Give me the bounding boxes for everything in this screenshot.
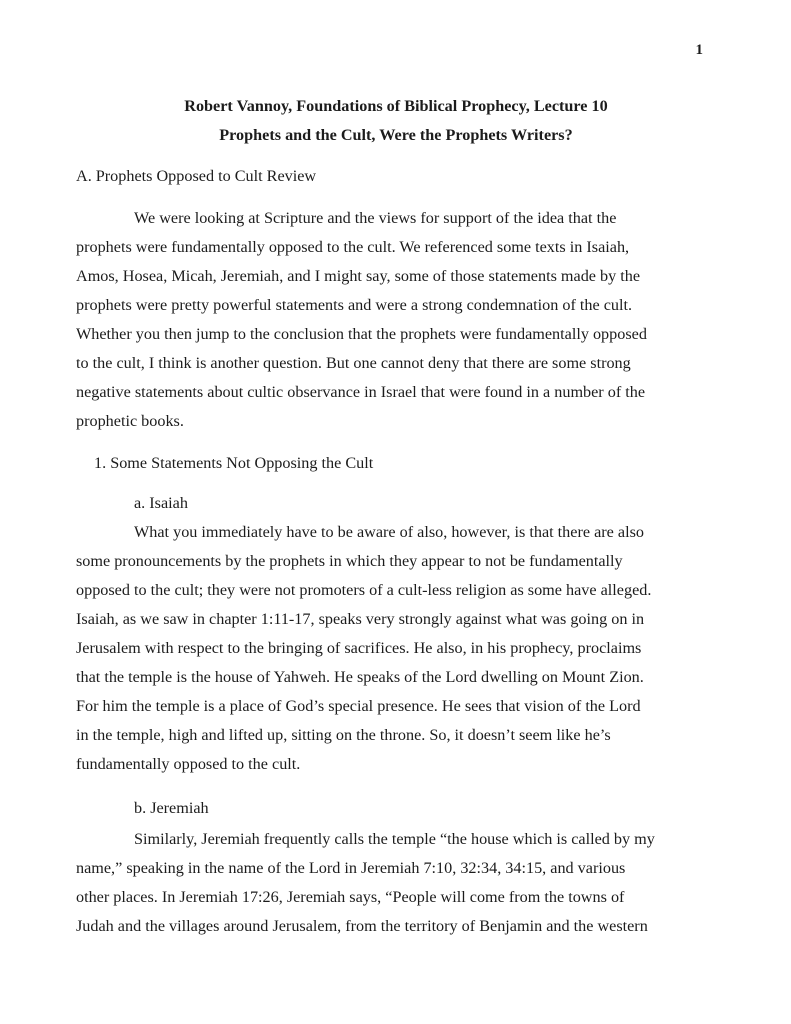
document-title-line-2: Prophets and the Cult, Were the Prophets Writers? bbox=[219, 126, 573, 144]
document-title-line-1: Robert Vannoy, Foundations of Biblical Prophecy, Lecture 10 bbox=[184, 97, 608, 115]
subsection-1b-heading: b. Jeremiah bbox=[134, 799, 209, 817]
paragraph-2: What you immediately have to be aware of also, however, is that there are also some pronouncements by the prophets in which they appear to not be fundamentally opposed to the cult; they were not promoters of a cult-less religion as some have alleged. Isaiah, as we saw in chapter 1:11-17, speaks very strongly against what was going on in Jerusalem with respect to the bringing of sacrifices. He also, in his prophecy, proclaims that the temple is the house of Yahweh. He speaks of the Lord dwelling on Mount Zion. For him the temple is a place of God’s special presence. He sees that vision of the Lord in the temple, high and lifted up, sitting on the throne. So, it doesn’t seem like he’s fundamentally opposed to the cult. bbox=[76, 523, 652, 773]
paragraph-3: Similarly, Jeremiah frequently calls the temple “the house which is called by my name,” speaking in the name of the Lord in Jeremiah 7:10, 32:34, 34:15, and various other places. In Jeremiah 17:26, Jeremiah says, “People will come from the towns of Judah and the villages around Jerusalem, from the territory of Benjamin and the western bbox=[76, 830, 655, 935]
subsection-1-heading: 1. Some Statements Not Opposing the Cult bbox=[94, 454, 374, 472]
section-a-heading: A. Prophets Opposed to Cult Review bbox=[76, 167, 317, 185]
subsection-1a-heading: a. Isaiah bbox=[134, 494, 188, 512]
page-number: 1 bbox=[695, 42, 703, 58]
paragraph-1: We were looking at Scripture and the views for support of the idea that the prophets were fundamentally opposed to the cult. We referenced some texts in Isaiah, Amos, Hosea, Micah, Jeremiah, and I might say, some of those statements made by the prophets were pretty powerful statements and were a strong condemnation of the cult. Whether you then jump to the conclusion that the prophets were fundamentally opposed to the cult, I think is another question. But one cannot deny that there are some strong negative statements about cultic observance in Israel that were found in a number of the prophetic books. bbox=[76, 209, 647, 430]
